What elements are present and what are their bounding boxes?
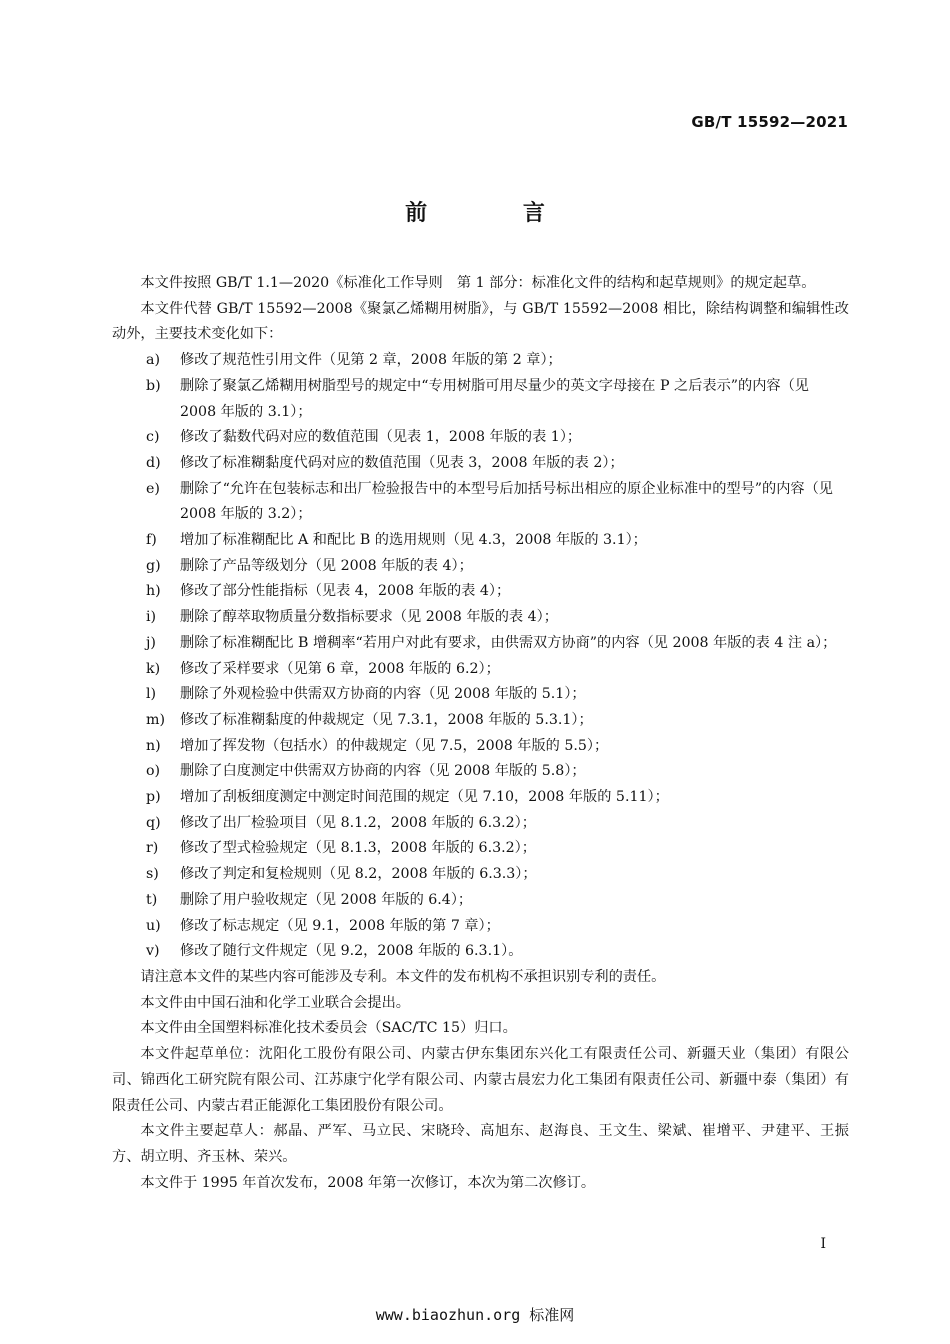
list-text: 修改了标志规定（见 9.1，2008 年版的第 7 章）；	[180, 917, 500, 934]
page-title: 前 言	[405, 201, 589, 226]
list-text: 删除了用户验收规定（见 2008 年版的 6.4）；	[180, 891, 473, 908]
list-item	[112, 785, 849, 811]
standard-code: GB/T 15592—2021	[691, 113, 848, 131]
changes-list	[112, 348, 849, 965]
list-item	[112, 888, 849, 914]
list-item	[112, 425, 849, 451]
closing-paragraph: 请注意本文件的某些内容可能涉及专利。本文件的发布机构不承担识别专利的责任。	[140, 968, 666, 985]
list-item	[112, 836, 849, 862]
list-item	[112, 374, 849, 425]
list-text: 修改了出厂检验项目（见 8.1.2，2008 年版的 6.3.2）；	[180, 814, 536, 831]
list-item	[112, 914, 849, 940]
intro-paragraph: 本文件按照 GB/T 1.1—2020《标准化工作导则 第 1 部分：标准化文件的结构和起草规则》的规定起草。	[140, 275, 816, 291]
list-item	[112, 554, 849, 580]
closing-paragraph: 本文件由全国塑料标准化技术委员会（SAC/TC 15）归口。	[140, 1020, 517, 1037]
list-marker: s)	[146, 866, 159, 883]
list-marker: c)	[146, 429, 160, 446]
list-marker: r)	[146, 840, 159, 857]
list-item	[112, 682, 849, 708]
list-text: 删除了“允许在包装标志和出厂检验报告中的本型号后加括号标出相应的原企业标准中的型号”的内容（见 2008 年版的 3.2）；	[180, 480, 833, 523]
list-marker: o)	[146, 763, 161, 780]
list-marker: u)	[146, 917, 161, 934]
list-text: 修改了黏数代码对应的数值范围（见表 1，2008 年版的表 1）；	[180, 429, 582, 446]
drafters-paragraph: 本文件主要起草人：郝晶、严军、马立民、宋晓玲、高旭东、赵海良、王文生、梁斌、崔增平、尹建平、王振方、胡立明、齐玉林、荣兴。	[112, 1123, 849, 1165]
intro-paragraph: 本文件代替 GB/T 15592—2008《聚氯乙烯糊用树脂》，与 GB/T 15592—2008 相比，除结构调整和编辑性改动外，主要技术变化如下：	[112, 300, 849, 343]
page-number: I	[820, 1236, 826, 1252]
drafting-units-paragraph: 本文件起草单位：沈阳化工股份有限公司、内蒙古伊东集团东兴化工有限责任公司、新疆天业（集团）有限公司、锦西化工研究院有限公司、江苏康宁化学有限公司、内蒙古晨宏力化工集团有限责任公司、新疆中泰（集团）有限责任公司、内蒙古君正能源化工集团股份有限公司。	[112, 1046, 849, 1114]
list-text: 修改了部分性能指标（见表 4，2008 年版的表 4）；	[180, 583, 511, 600]
closing-paragraph: 本文件于 1995 年首次发布，2008 年第一次修订，本次为第二次修订。	[140, 1174, 596, 1191]
list-text: 增加了挥发物（包括水）的仲裁规定（见 7.5，2008 年版的 5.5）；	[180, 737, 609, 754]
list-text: 删除了产品等级划分（见 2008 年版的表 4）；	[180, 557, 473, 574]
list-text: 修改了型式检验规定（见 8.1.3，2008 年版的 6.3.2）；	[180, 840, 536, 857]
list-item	[112, 605, 849, 631]
list-marker: f)	[146, 532, 157, 549]
list-marker: k)	[146, 660, 161, 677]
list-text: 增加了标准糊配比 A 和配比 B 的选用规则（见 4.3，2008 年版的 3.1）；	[180, 532, 647, 549]
list-item	[112, 811, 849, 837]
list-item	[112, 708, 849, 734]
list-text: 删除了聚氯乙烯糊用树脂型号的规定中“专用树脂可用尽量少的英文字母接在 P 之后表示”的内容（见 2008 年版的 3.1）；	[180, 377, 809, 420]
list-marker: q)	[146, 814, 161, 831]
list-item	[112, 734, 849, 760]
list-item	[112, 477, 849, 528]
list-text: 修改了随行文件规定（见 9.2，2008 年版的 6.3.1）。	[180, 943, 523, 960]
list-item	[112, 579, 849, 605]
list-marker: l)	[146, 686, 157, 703]
list-marker: p)	[146, 789, 161, 806]
list-item	[112, 528, 849, 554]
list-text: 删除了标准糊配比 B 增稠率“若用户对此有要求，由供需双方协商”的内容（见 2008 年版的表 4 注 a）；	[180, 634, 837, 651]
list-marker: b)	[146, 377, 161, 394]
list-text: 增加了刮板细度测定中测定时间范围的规定（见 7.10，2008 年版的 5.11）；	[180, 789, 669, 806]
list-marker: m)	[146, 711, 165, 728]
list-text: 修改了采样要求（见第 6 章，2008 年版的 6.2）；	[180, 660, 500, 677]
list-text: 修改了判定和复检规则（见 8.2，2008 年版的 6.3.3）；	[180, 866, 537, 883]
list-text: 删除了醇萃取物质量分数指标要求（见 2008 年版的表 4）；	[180, 609, 558, 626]
list-marker: h)	[146, 583, 161, 600]
list-item	[112, 657, 849, 683]
list-text: 删除了外观检验中供需双方协商的内容（见 2008 年版的 5.1）；	[180, 686, 586, 703]
list-marker: g)	[146, 557, 161, 574]
list-marker: v)	[146, 943, 160, 960]
list-marker: a)	[146, 352, 160, 369]
list-marker: t)	[146, 891, 158, 908]
list-text: 修改了规范性引用文件（见第 2 章，2008 年版的第 2 章）；	[180, 352, 562, 369]
list-marker: e)	[146, 480, 160, 497]
list-marker: i)	[146, 609, 157, 626]
list-item	[112, 451, 849, 477]
list-text: 删除了白度测定中供需双方协商的内容（见 2008 年版的 5.8）；	[180, 763, 586, 780]
list-item	[112, 939, 849, 965]
watermark-link[interactable]: www.biaozhun.org 标准网	[375, 1306, 575, 1324]
list-marker: d)	[146, 454, 161, 471]
document-body	[112, 271, 849, 1196]
list-item	[112, 348, 849, 374]
list-marker: n)	[146, 737, 161, 754]
closing-paragraph: 本文件由中国石油和化学工业联合会提出。	[140, 994, 410, 1011]
list-text: 修改了标准糊黏度代码对应的数值范围（见表 3，2008 年版的表 2）；	[180, 454, 624, 471]
list-item	[112, 759, 849, 785]
list-item	[112, 862, 849, 888]
list-marker: j)	[146, 634, 156, 651]
list-item	[112, 631, 849, 657]
list-text: 修改了标准糊黏度的仲裁规定（见 7.3.1，2008 年版的 5.3.1）；	[180, 711, 593, 728]
